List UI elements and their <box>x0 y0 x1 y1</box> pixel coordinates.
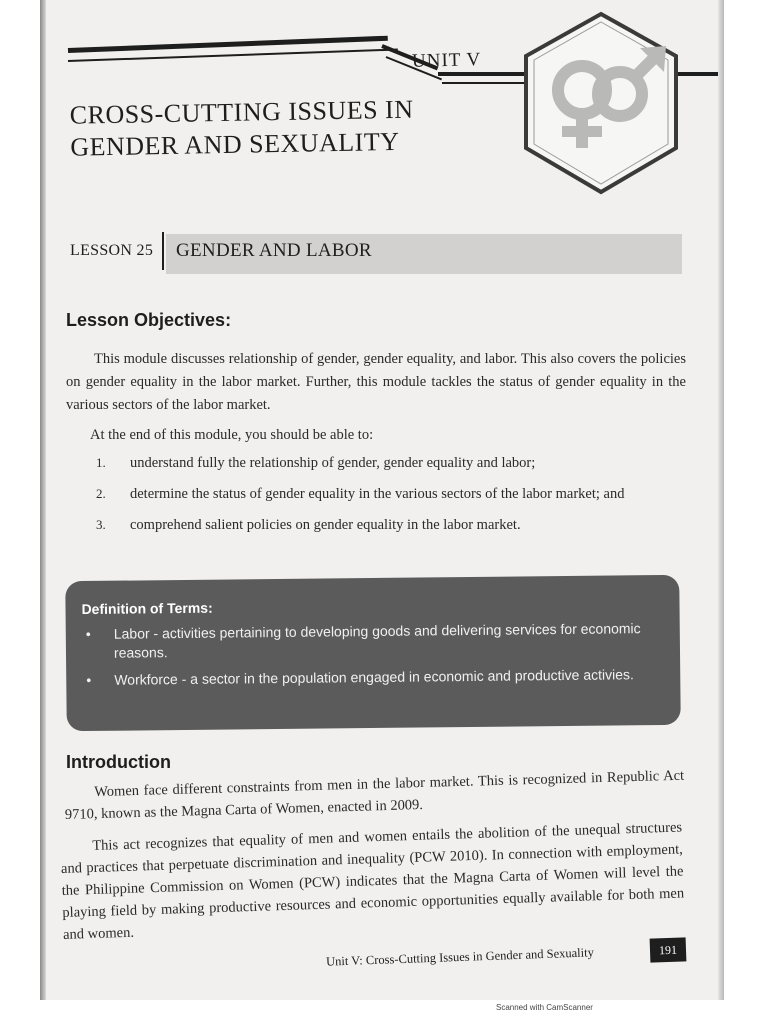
lesson-divider <box>162 232 164 270</box>
definition-item <box>82 619 662 663</box>
lesson-number: LESSON 25 <box>70 242 154 259</box>
bullet-icon: • <box>85 625 91 643</box>
scanner-watermark: Scanned with CamScanner <box>496 1003 593 1012</box>
definition-text: Labor - activities pertaining to developing goods and delivering services for economic reasons. <box>113 620 641 661</box>
unit-title <box>69 92 490 163</box>
objective-number: 1. <box>96 455 106 470</box>
objective-text: comprehend salient policies on gender equality in the labor market. <box>130 517 521 533</box>
definition-of-terms-box <box>65 575 681 731</box>
introduction-paragraph-1: Women face different constraints from men in the labor market. This is recognized in Republic Act 9710, known as the Magna Carta of Women, enacted in 2009. <box>64 767 685 823</box>
definition-item <box>82 665 662 690</box>
objective-item <box>66 514 686 536</box>
page-number: 191 <box>650 937 687 962</box>
objective-number: 3. <box>96 517 106 532</box>
unit-title-line1: CROSS-CUTTING ISSUES IN <box>69 94 414 130</box>
definition-list <box>82 619 663 698</box>
page-edge-right <box>718 0 724 1000</box>
objectives-heading: Lesson Objectives: <box>66 310 232 330</box>
objectives-intro: At the end of this module, you should be able to: <box>90 427 374 443</box>
gender-symbols-icon <box>516 8 686 198</box>
introduction-heading: Introduction <box>66 752 171 772</box>
bullet-icon: • <box>86 671 92 689</box>
objective-number: 2. <box>96 486 106 501</box>
objectives-list <box>66 452 686 545</box>
lesson-header <box>70 230 682 278</box>
unit-label: UNIT V <box>411 49 482 72</box>
introduction-paragraph-2: This act recognizes that equality of men and women entails the abolition of the unequal structures and practices that perpetuate discrimination and inequality (PCW 2010). In connection with employment, the Philippine Commission on Women (PCW) indicates that the Magna Carta of Women will level the playing field by making productive resources and economic opportunities equally available for both men and women. <box>60 819 685 943</box>
objective-text: determine the status of gender equality in the various sectors of the labor market; and <box>130 486 625 502</box>
page-footer: Unit V: Cross-Cutting Issues in Gender and Sexuality <box>325 945 595 969</box>
definition-text: Workforce - a sector in the population engaged in economic and productive activies. <box>114 666 634 688</box>
objective-item <box>66 452 686 474</box>
objective-item <box>66 483 686 505</box>
definition-title: Definition of Terms: <box>81 599 213 618</box>
objective-text: understand fully the relationship of gender, gender equality and labor; <box>130 455 536 471</box>
objectives-paragraph: This module discusses relationship of gender, gender equality, and labor. This also covers the policies on gender equality in the labor market. Further, this module tackles the status of gender equality in the various sectors of the labor market. <box>66 351 686 413</box>
book-page <box>46 0 722 1000</box>
lesson-title: GENDER AND LABOR <box>176 240 372 261</box>
unit-title-line2: GENDER AND SEXUALITY <box>70 126 400 162</box>
